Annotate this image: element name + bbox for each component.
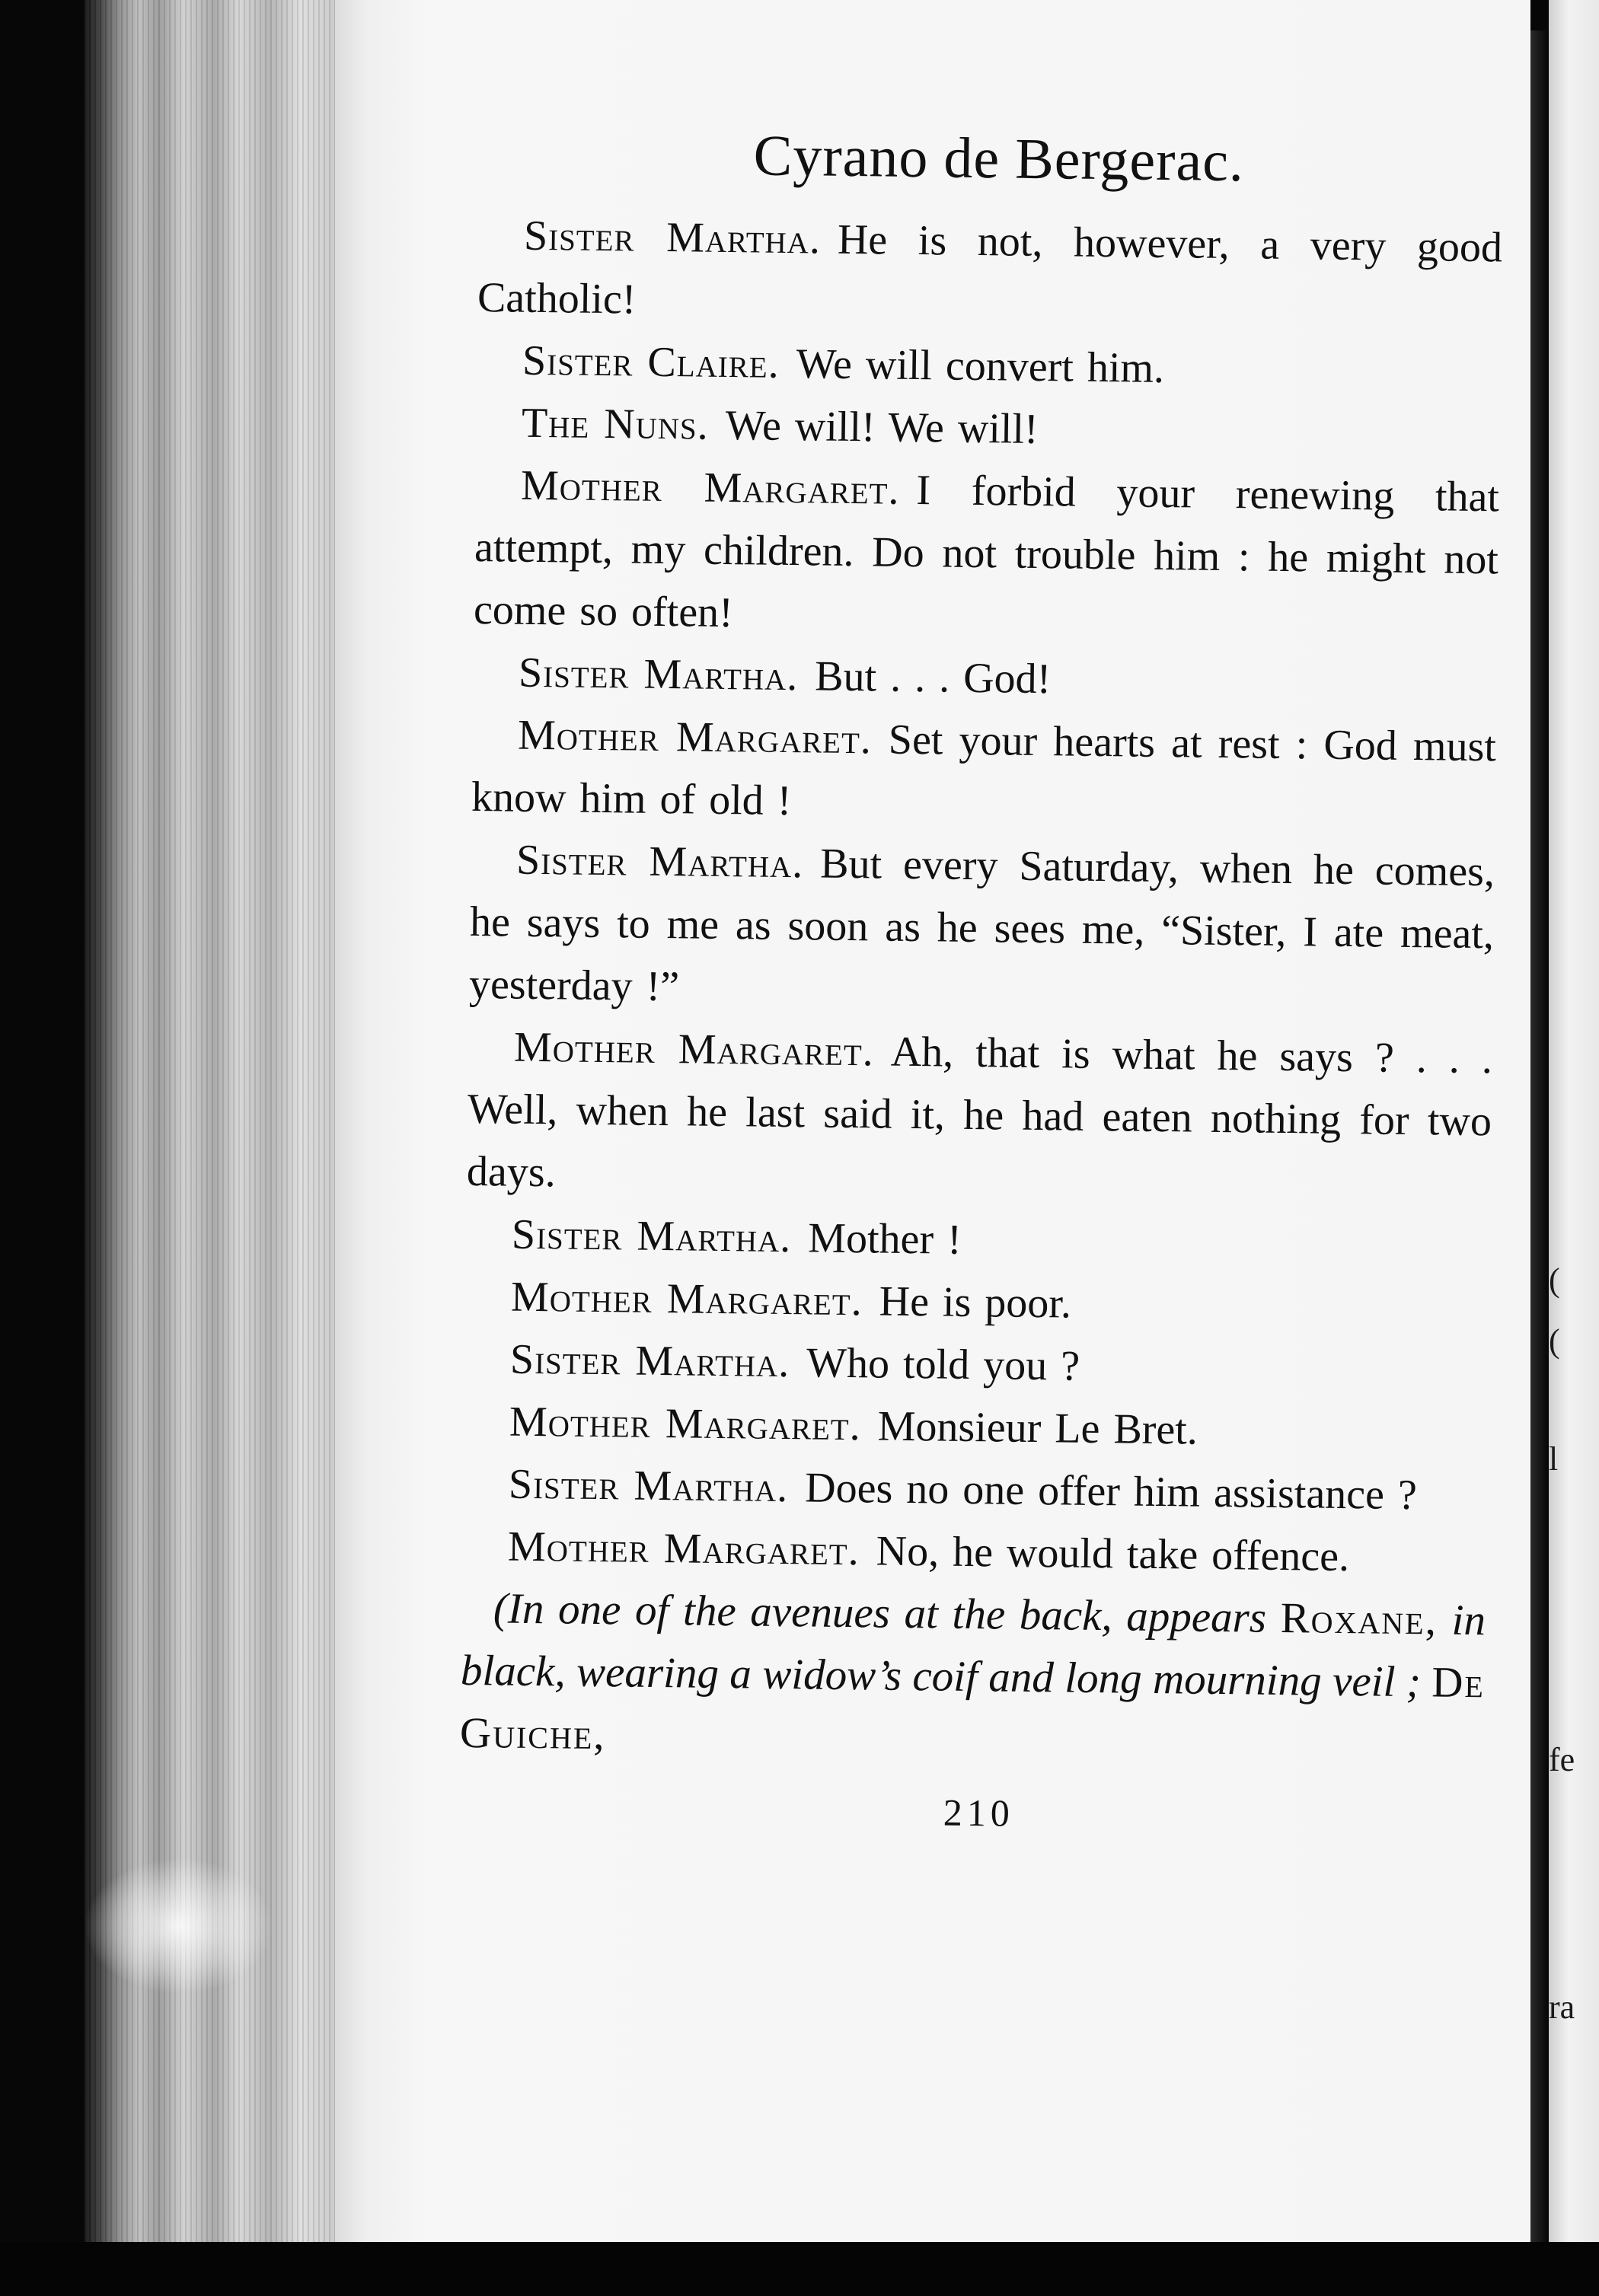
speech (469, 828, 1495, 1028)
character-name: Roxane, (1280, 1593, 1438, 1644)
speaker-name: Mother Margaret. (513, 1023, 875, 1076)
speech-text: Mother ! (807, 1214, 962, 1264)
scan-border (0, 2242, 1599, 2296)
speech-text: Monsieur Le Bret. (877, 1402, 1198, 1454)
book-gutter (1530, 30, 1549, 2242)
speaker-name: Sister Claire. (522, 336, 780, 387)
running-head: Cyrano de Bergerac. (753, 123, 1245, 194)
character-name: De Guiche, (459, 1658, 1486, 1759)
page-number: 210 (943, 1791, 1015, 1835)
speaker-name: Sister Martha. (523, 212, 822, 263)
page-text-block (458, 114, 1503, 1841)
next-page-fragment: ( (1549, 1261, 1560, 1299)
speech (471, 703, 1497, 840)
speaker-name: Mother Margaret. (520, 461, 900, 514)
speech-text: He is poor. (879, 1277, 1072, 1328)
speech (474, 454, 1500, 653)
stage-text: In one of the avenues at the back, appears (507, 1584, 1267, 1642)
speaker-name: Sister Martha. (511, 1210, 792, 1262)
speaker-name: Sister Martha. (509, 1335, 790, 1387)
speech-text: But . . . God! (814, 652, 1052, 703)
stage-direction (460, 1577, 1486, 1777)
speech (467, 1016, 1493, 1215)
speech-text: Who told you ? (806, 1339, 1080, 1390)
speaker-name: Mother Margaret. (510, 1273, 863, 1325)
speaker-name: Sister Martha. (508, 1460, 789, 1512)
speech-text: He is not, however, a very good Catholic! (477, 215, 1503, 324)
speech-text: Set your hearts at rest : God must know him of old ! (471, 716, 1497, 825)
speaker-name: Sister Martha. (518, 649, 799, 700)
next-page-fragment: ra (1549, 1988, 1575, 2026)
speech-text: But every Saturday, when he comes, he says to me as soon as he sees me, “Sister, I ate meat, yesterday !” (468, 840, 1495, 1011)
speaker-name: Mother Margaret. (509, 1398, 862, 1450)
speaker-name: The Nuns. (521, 399, 710, 449)
speech (477, 204, 1503, 341)
speech-text: We will! We will! (725, 401, 1039, 453)
paper-stain (84, 1858, 274, 1995)
stage-paren: ( (493, 1584, 509, 1633)
speech-text: No, he would take offence. (876, 1527, 1350, 1581)
next-page-fragment: l (1549, 1440, 1559, 1478)
speech-text: I forbid your renewing that attempt, my children. Do not trouble him : he might not come so often! (473, 467, 1500, 637)
speaker-name: Sister Martha. (515, 836, 804, 888)
stage-text: in black, wearing a widow’s coif and long mourning veil ; (460, 1596, 1486, 1707)
speech-text: Does no one offer him assistance ? (804, 1464, 1418, 1520)
next-page-edge (1549, 0, 1599, 2242)
speaker-name: Mother Margaret. (517, 711, 873, 764)
next-page-fragment: fe (1549, 1741, 1575, 1778)
speaker-name: Mother Margaret. (507, 1523, 860, 1575)
speech-text: We will convert him. (796, 340, 1165, 393)
speech-text: Ah, that is what he says ? . . . Well, when he last said it, he had eaten nothing for two days. (466, 1028, 1493, 1197)
next-page-fragment: ( (1549, 1322, 1560, 1360)
